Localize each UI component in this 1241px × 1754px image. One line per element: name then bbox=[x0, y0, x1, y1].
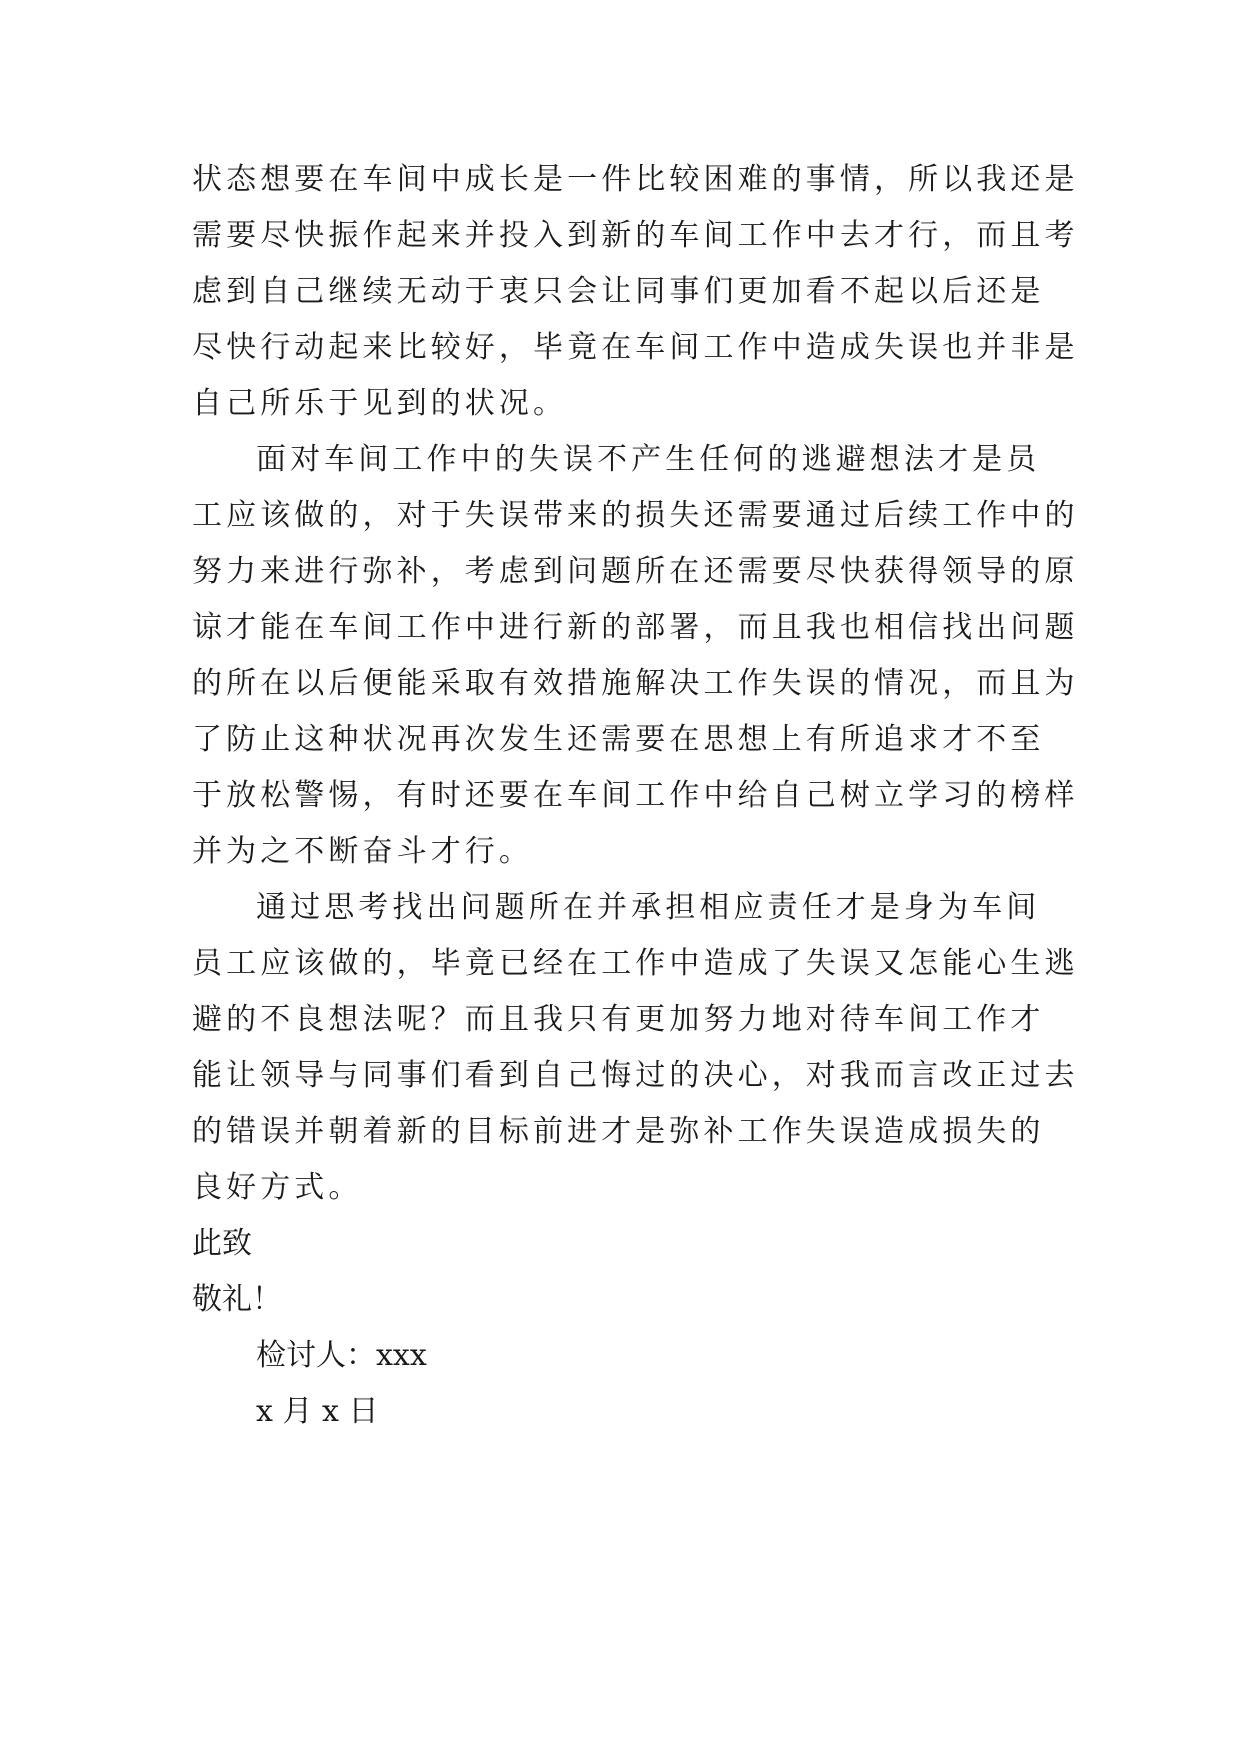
date-text: x 月 x 日 bbox=[256, 1394, 379, 1429]
text-line: 自己所乐于见到的状况。 bbox=[192, 386, 568, 421]
text-line-indented: 通过思考找出问题所在并承担相应责任才是身为车间 bbox=[256, 890, 1041, 925]
text-line: 谅才能在车间工作中进行新的部署，而且我也相信找出问题 bbox=[192, 610, 1079, 645]
text-line: 需要尽快振作起来并投入到新的车间工作中去才行，而且考 bbox=[192, 218, 1079, 253]
text-line-indented: 面对车间工作中的失误不产生任何的逃避想法才是员 bbox=[256, 442, 1041, 477]
text-line: 能让领导与同事们看到自己悔过的决心，对我而言改正过去 bbox=[192, 1058, 1079, 1093]
closing-text: 此致 bbox=[192, 1226, 252, 1261]
text-line: 的错误并朝着新的目标前进才是弥补工作失误造成损失的 bbox=[192, 1114, 1045, 1149]
text-line: 员工应该做的，毕竟已经在工作中造成了失误又怎能心生逃 bbox=[192, 946, 1079, 981]
salute-text: 敬礼！ bbox=[192, 1282, 282, 1317]
text-line: 于放松警惕，有时还要在车间工作中给自己树立学习的榜样 bbox=[192, 778, 1079, 813]
text-line: 虑到自己继续无动于衷只会让同事们更加看不起以后还是 bbox=[192, 274, 1045, 309]
text-line: 良好方式。 bbox=[192, 1170, 363, 1205]
text-line: 工应该做的，对于失误带来的损失还需要通过后续工作中的 bbox=[192, 498, 1079, 533]
text-line: 了防止这种状况再次发生还需要在思想上有所追求才不至 bbox=[192, 722, 1045, 757]
text-line: 避的不良想法呢？而且我只有更加努力地对待车间工作才 bbox=[192, 1002, 1045, 1037]
text-line: 尽快行动起来比较好，毕竟在车间工作中造成失误也并非是 bbox=[192, 330, 1079, 365]
text-line: 的所在以后便能采取有效措施解决工作失误的情况，而且为 bbox=[192, 666, 1079, 701]
text-line: 努力来进行弥补，考虑到问题所在还需要尽快获得领导的原 bbox=[192, 554, 1079, 589]
text-line: 状态想要在车间中成长是一件比较困难的事情，所以我还是 bbox=[192, 162, 1079, 197]
signer-text: 检讨人：xxx bbox=[256, 1338, 427, 1373]
text-line: 并为之不断奋斗才行。 bbox=[192, 834, 533, 869]
